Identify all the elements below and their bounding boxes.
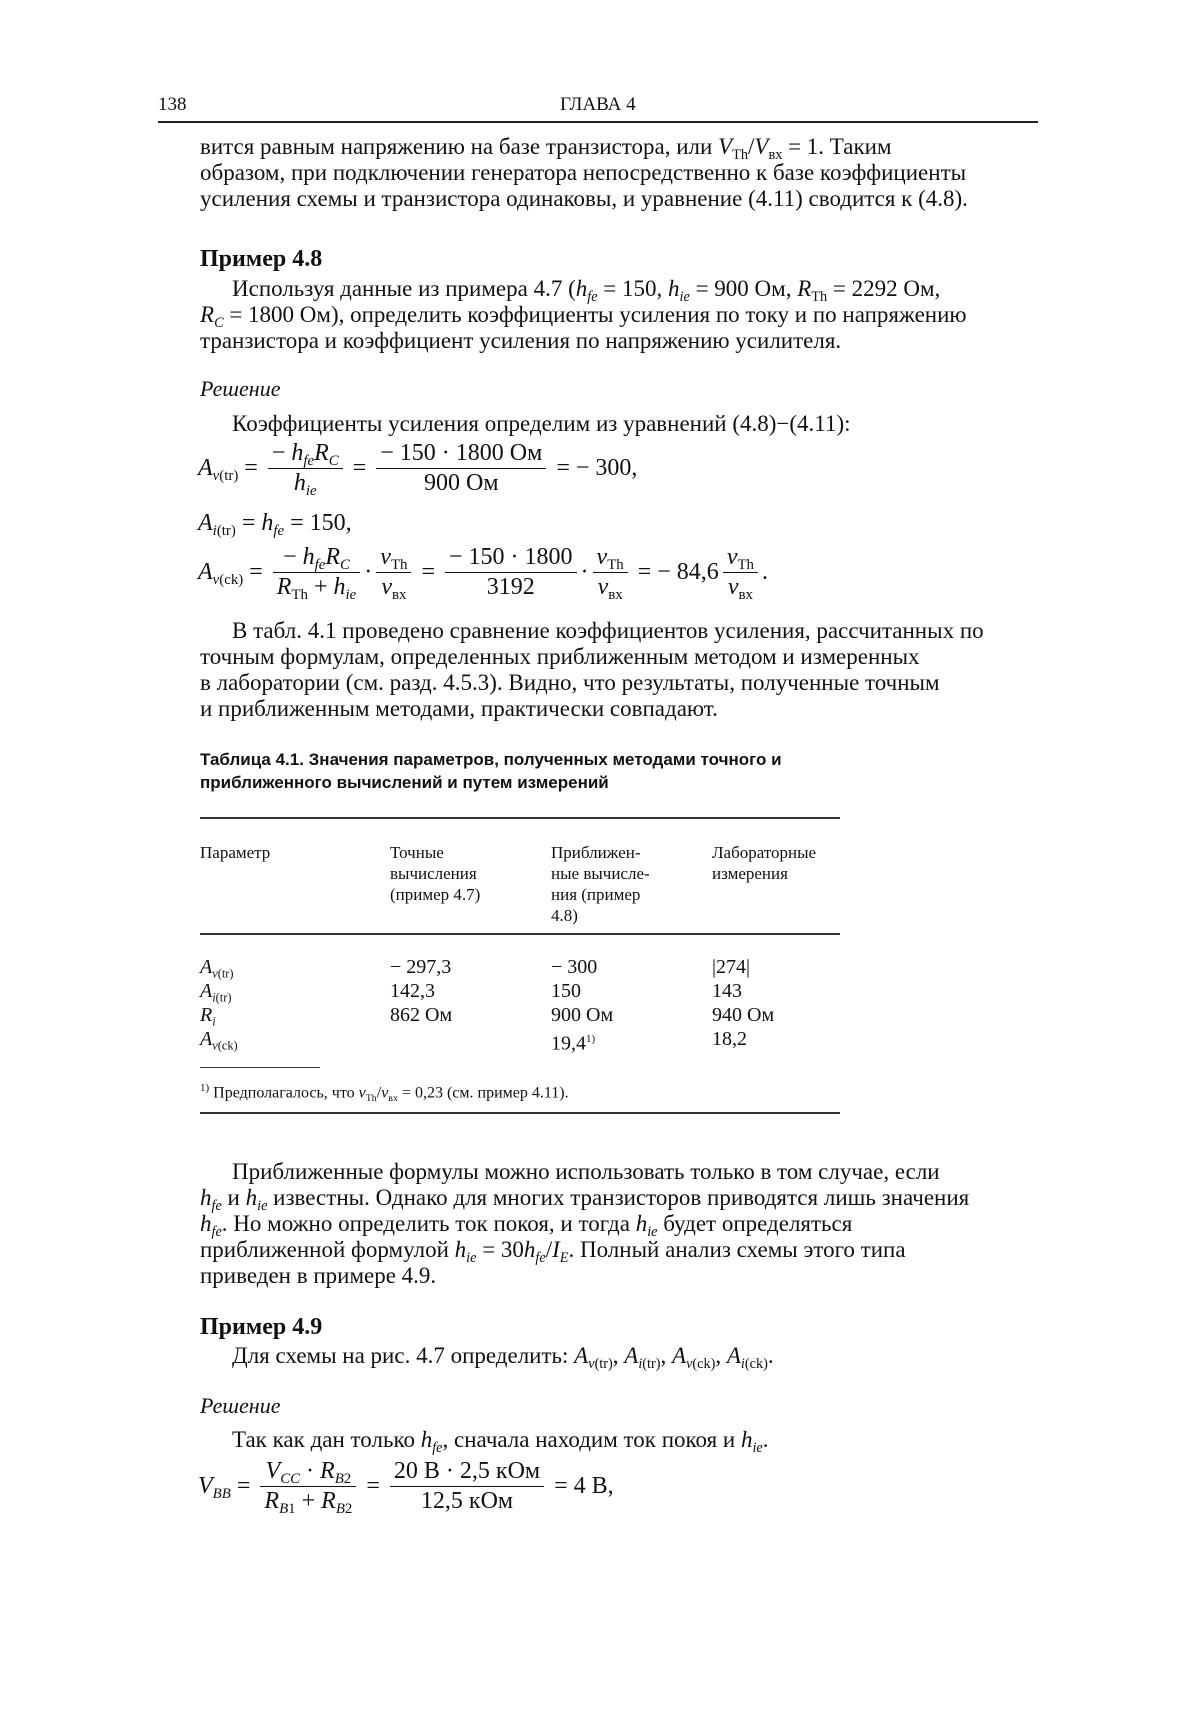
formula-av-ck: $A_{v(ck)}$ = $\frac{- h_{fe}R_C}{R_{Th} + h_{ie}}$ · $\frac{v_{Th}}{v_{вх}}$ = $\frac{- 150 \cdot 1800}{3192}$ · $\frac{v_{Th}}{v_{вх}}$ = − 84,6 $\frac{v_{Th}}{v_{вх}}$ . (198, 544, 768, 604)
table-header-approx: Приближен- ные вычисле- ния (пример 4.8) (551, 843, 650, 925)
example-text (200, 276, 1030, 354)
formula-vbb: $V_{BB}$ = $\frac{V_{CC} \cdot R_{B2}}{R_{B1} + R_{B2}}$ = $\frac{\text{20 В · 2,5 кОм}}{\text{12,5 кОм}}$ = 4 В, (198, 1458, 614, 1518)
example-text (200, 1343, 1030, 1372)
text-line: вится равным напряжению на базе транзистора, или $V_{Th}/V_{вх} = 1$. Таким (200, 134, 892, 163)
table-approx-column: − 300 150 900 Ом 19,4$^{1)}$ (551, 956, 614, 1055)
text-line: Приближенные формулы можно использовать только в том случае, если (232, 1159, 940, 1184)
table-row-label: $A_{i(tr)}$ (200, 980, 232, 1005)
table-footnote: $^{1)}$ Предполагалось, что $v_{Th}/v_{вх} = 0,23$ (см. пример 4.11). (200, 1082, 569, 1104)
table-lab-column: |274| 143 940 Ом 18,2 (712, 956, 775, 1050)
table-parameter-column (200, 955, 238, 1051)
text-line: транзистора и коэффициент усиления по напряжению усилителя. (200, 328, 842, 353)
table-bottom-rule (200, 1112, 840, 1114)
footnote-rule (200, 1067, 320, 1068)
solution-text (200, 1427, 1030, 1456)
text-line: и приближенным методами, практически совпадают. (200, 696, 718, 721)
text-line: усиления схемы и транзистора одинаковы, и уравнение (4.11) сводится к (4.8). (200, 186, 968, 211)
page-number: 138 (158, 94, 187, 115)
solution-heading: Решение (200, 376, 281, 401)
text-line: образом, при подключении генератора непосредственно к базе коэффициенты (200, 160, 967, 185)
text-line: В табл. 4.1 проведено сравнение коэффициентов усиления, рассчитанных по (232, 618, 984, 643)
formula-av-tr: $A_{v(tr)}$ = $\frac{- h_{fe}R_C}{h_{ie}}$ = $\frac{- 150 \cdot 1800 Ом}{900 Ом}$ = − 300, (198, 440, 638, 500)
text-line: $R_C = 1800$ Ом), определить коэффициенты усиления по току и по напряжению (200, 302, 967, 331)
table-header-parameter: Параметр (200, 843, 271, 862)
solution-heading: Решение (200, 1393, 281, 1418)
table-header-exact: Точные вычисления (пример 4.7) (390, 843, 481, 904)
table-row-label: $A_{v(tr)}$ (200, 956, 234, 981)
table-row-label: $A_{v(ck)}$ (200, 1028, 238, 1053)
text-line: приведен в примере 4.9. (200, 1263, 437, 1288)
text-line: Для схемы на рис. 4.7 определить: $A_{v(tr)}$, $A_{i(tr)}$, $A_{v(ck)}$, $A_{i(ck)}$. (232, 1343, 774, 1372)
table-row-label: $R_i$ (200, 1004, 216, 1029)
example-heading: Пример 4.8 (200, 246, 323, 272)
text-line: $h_{fe}$ и $h_{ie}$ известны. Однако для многих транзисторов приводятся лишь значения (200, 1185, 970, 1214)
example-heading: Пример 4.9 (200, 1314, 323, 1340)
text-line: в лаборатории (см. разд. 4.5.3). Видно, что результаты, полученные точным (200, 670, 940, 695)
comparison-paragraph (200, 618, 1030, 722)
text-line: приближенной формулой $h_{ie} = 30h_{fe}/I_E$. Полный анализ схемы этого типа (200, 1237, 906, 1266)
table-header-lab: Лабораторные измерения (712, 843, 817, 883)
table-header-rule (200, 933, 840, 935)
solution-intro (200, 411, 1030, 437)
table-top-rule (200, 817, 840, 819)
text-line: $h_{fe}$. Но можно определить ток покоя, и тогда $h_{ie}$ будет определяться (200, 1211, 853, 1240)
formula-ai-tr: $A_{i(tr)} = h_{fe} = 150$, (198, 510, 352, 540)
text-line: Так как дан только $h_{fe}$, сначала находим ток покоя и $h_{ie}$. (232, 1427, 769, 1456)
table-caption: Таблица 4.1. Значения параметров, полученных методами точного и приближенного вычислений и путем измерений (200, 750, 782, 792)
text-line: точным формулам, определенных приближенным методом и измеренных (200, 644, 920, 669)
header-rule (158, 121, 1038, 123)
text-line: Коэффициенты усиления определим из уравнений (4.8)−(4.11): (232, 411, 851, 436)
approx-paragraph (200, 1159, 1030, 1289)
table-exact-column: − 297,3 142,3 862 Ом (390, 956, 453, 1026)
text-line: Используя данные из примера 4.7 ($h_{fe} = 150$, $h_{ie} = 900$ Ом, $R_{Th} = 2292$ Ом, (232, 276, 941, 305)
chapter-title: ГЛАВА 4 (560, 94, 636, 115)
intro-paragraph (200, 134, 1030, 212)
